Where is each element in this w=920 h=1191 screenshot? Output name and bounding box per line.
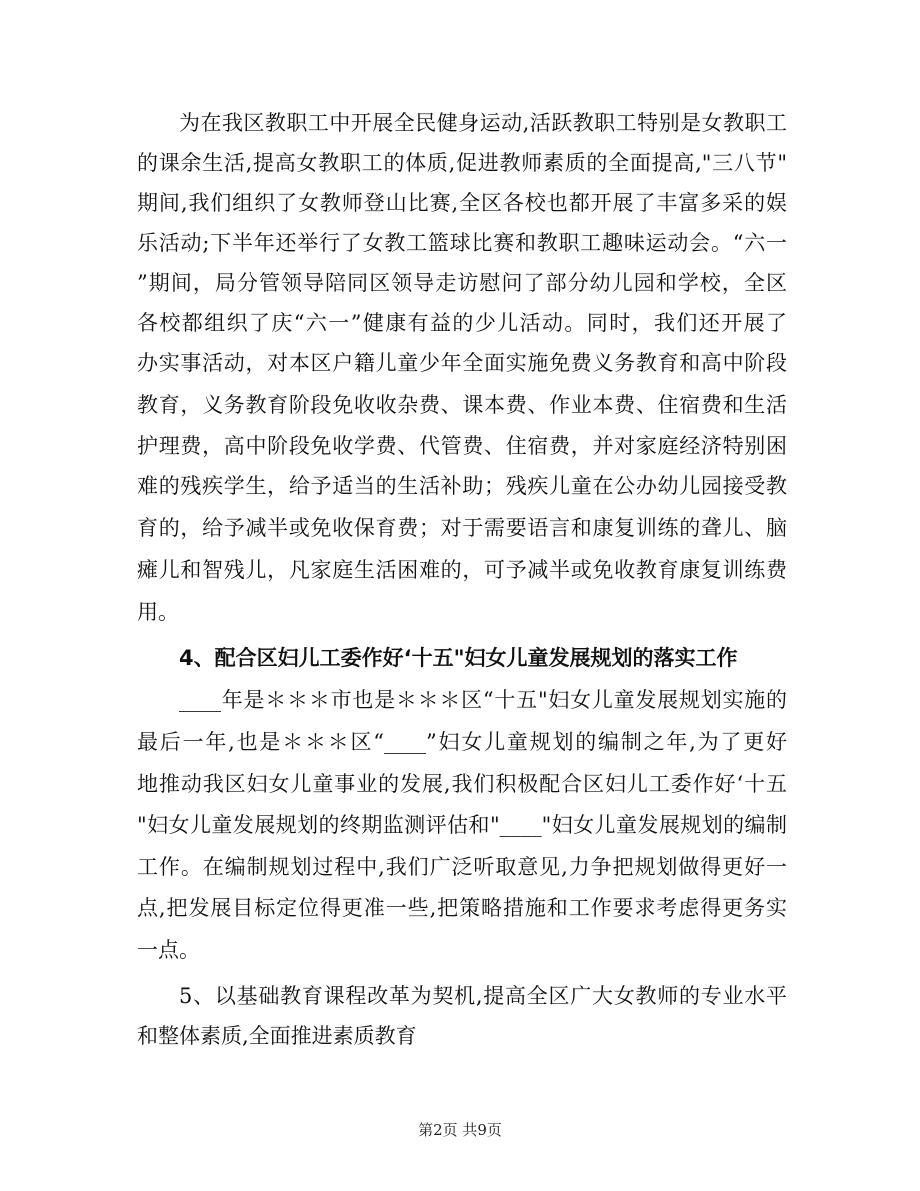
paragraph-line: 工作。在编制规划过程中,我们广泛听取意见,力争把规划做得更好一 bbox=[137, 855, 787, 879]
paragraph-line: "妇女儿童发展规划的终期监测评估和"____"妇女儿童发展规划的编制 bbox=[137, 813, 787, 837]
section-heading-5-cont: 和整体素质,全面推进素质教育 bbox=[137, 1024, 417, 1048]
paragraph-line: 乐活动;下半年还举行了女教工篮球比赛和教职工趣味运动会。“六一 bbox=[137, 231, 787, 255]
paragraph-line: 期间,我们组织了女教师登山比赛,全区各校也都开展了丰富多采的娱 bbox=[137, 191, 787, 215]
section-heading-5: 5、以基础教育课程改革为契机,提高全区广大女教师的专业水平 bbox=[179, 984, 787, 1008]
paragraph-line: ____年是＊＊＊市也是＊＊＊区“十五"妇女儿童发展规划实施的 bbox=[179, 688, 787, 712]
paragraph-line: 教育，义务教育阶段免收收杂费、课本费、作业本费、住宿费和生活 bbox=[137, 393, 787, 417]
paragraph-line: 地推动我区妇女儿童事业的发展,我们积极配合区妇儿工委作好‘十五 bbox=[137, 772, 787, 796]
section-heading-4: 4、配合区妇儿工委作好‘十五"妇女儿童发展规划的落实工作 bbox=[179, 646, 738, 670]
paragraph-line: 瘫儿和智残儿，凡家庭生活困难的，可予减半或免收教育康复训练费 bbox=[137, 558, 787, 582]
paragraph-line: ”期间，局分管领导陪同区领导走访慰问了部分幼儿园和学校，全区 bbox=[137, 271, 787, 295]
paragraph-line: 为在我区教职工中开展全民健身运动,活跃教职工特别是女教职工 bbox=[179, 111, 787, 135]
paragraph-line: 育的，给予减半或免收保育费；对于需要语言和康复训练的聋儿、脑 bbox=[137, 516, 787, 540]
paragraph-line: 办实事活动，对本区户籍儿童少年全面实施免费义务教育和高中阶段 bbox=[137, 351, 787, 375]
paragraph-line: 用。 bbox=[137, 600, 179, 624]
paragraph-line: 的课余生活,提高女教职工的体质,促进教师素质的全面提高,"三八节" bbox=[137, 151, 787, 175]
paragraph-line: 最后一年,也是＊＊＊区“____”妇女儿童规划的编制之年,为了更好 bbox=[137, 730, 787, 754]
paragraph-line: 护理费，高中阶段免收学费、代管费、住宿费，并对家庭经济特别困 bbox=[137, 434, 787, 458]
paragraph-line: 难的残疾学生，给予适当的生活补助；残疾儿童在公办幼儿园接受教 bbox=[137, 474, 787, 498]
paragraph-line: 各校都组织了庆“六一”健康有益的少儿活动。同时，我们还开展了 bbox=[137, 311, 787, 335]
paragraph-line: 一点。 bbox=[137, 938, 200, 962]
page-number-footer: 第2页 共9页 bbox=[418, 1121, 502, 1139]
paragraph-line: 点,把发展目标定位得更准一些,把策略措施和工作要求考虑得更务实 bbox=[137, 896, 787, 920]
